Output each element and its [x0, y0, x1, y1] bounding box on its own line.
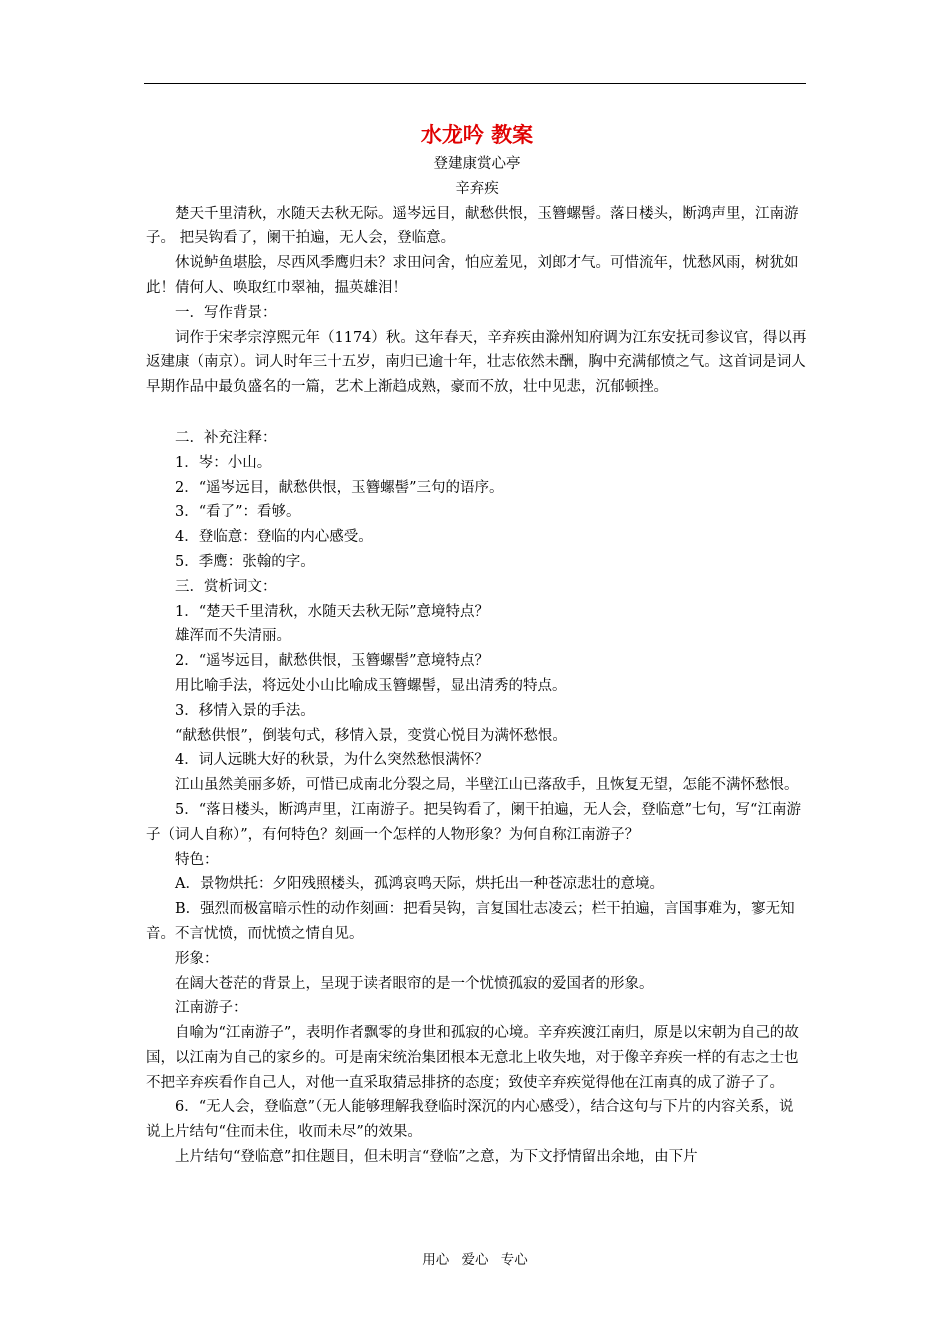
document-body [146, 118, 808, 1170]
section-heading-appreciation: 三．赏析词文： [175, 578, 277, 595]
image-text: 在阔大苍茫的背景上，呈现于读者眼帘的是一个忧愤孤寂的爱国者的形象。 [175, 975, 654, 992]
poem-title: 登建康赏心亭 [433, 156, 521, 172]
poem-stanza-2: 休说鲈鱼堪脍，尽西风季鹰归未？求田问舍，怕应羞见，刘郎才气。可惜流年，忧愁风雨，树犹如此！倩何人、唤取红巾翠袖，揾英雄泪！ [146, 255, 799, 296]
question-6: 6．“无人会，登临意”（无人能够理解我登临时深沉的内心感受），结合这句与下片的内容关系，说说上片结句“住而未住，收而未尽”的效果。 [146, 1099, 794, 1141]
feature-label: 特色： [175, 851, 219, 868]
note-item: 4．登临意：登临的内心感受。 [175, 529, 373, 546]
background-text: 词作于宋孝宗淳熙元年（1174）秋。这年春天，辛弃疾由滁州知府调为江东安抚司参议官，得以再返建康（南京）。词人时年三十五岁，南归已逾十年，壮志依然未酬，胸中充满郁愤之气。这首词是词人早期作品中最负盛名的一篇，艺术上渐趋成熟，豪而不放，壮中见悲，沉郁顿挫。 [146, 329, 807, 396]
image-label: 形象： [175, 950, 219, 967]
feature-a: A．景物烘托：夕阳残照楼头，孤鸿哀鸣天际，烘托出一种苍凉悲壮的意境。 [175, 876, 664, 893]
question-5: 5．“落日楼头，断鸿声里，江南游子。把吴钩看了，阑干拍遍，无人会，登临意”七句，写“江南游子（词人自称）”，有何特色？刻画一个怎样的人物形象？为何自称江南游子？ [146, 801, 801, 843]
youzi-label: 江南游子： [175, 1000, 248, 1017]
header-rule [144, 83, 806, 84]
note-item: 1．岑：小山。 [175, 454, 272, 471]
poem-stanza-1: 楚天千里清秋，水随天去秋无际。遥岑远目，献愁供恨，玉簪螺髻。落日楼头，断鸿声里，江南游子。 把吴钩看了，阑干拍遍，无人会，登临意。 [146, 205, 799, 247]
answer-3: “献愁供恨”，倒装句式，移情入景，变赏心悦目为满怀愁恨。 [175, 727, 567, 744]
question-4: 4．词人远眺大好的秋景，为什么突然愁恨满怀？ [175, 752, 489, 769]
feature-b: B．强烈而极富暗示性的动作刻画：把看吴钩，言复国壮志凌云；栏干拍遍，言国事难为，寥无知音。不言忧愤，而忧愤之情自见。 [146, 901, 795, 942]
note-item: 3．“看了”：看够。 [175, 504, 301, 521]
note-item: 2．“遥岑远目，献愁供恨，玉簪螺髻”三句的语序。 [175, 479, 504, 496]
question-3: 3．移情入景的手法。 [175, 702, 315, 719]
question-1: 1．“楚天千里清秋，水随天去秋无际”意境特点？ [175, 603, 490, 620]
answer-6: 上片结句“登临意”扣住题目，但未明言“登临”之意，为下文抒情留出余地，由下片 [175, 1149, 698, 1166]
section-heading-background: 一．写作背景： [175, 304, 277, 321]
youzi-text: 自喻为“江南游子”，表明作者飘零的身世和孤寂的心境。辛弃疾渡江南归，原是以宋朝为自己的故国，以江南为自己的家乡的。可是南宋统治集团根本无意北上收失地，对于像辛弃疾一样的有志之士也不把辛弃疾看作自己人，对他一直采取猜忌排挤的态度；致使辛弃疾觉得他在江南真的成了游子了。 [146, 1025, 799, 1091]
note-item: 5．季鹰：张翰的字。 [175, 553, 315, 570]
question-2: 2．“遥岑远目，献愁供恨，玉簪螺髻”意境特点？ [175, 653, 490, 670]
doc-title: 水龙吟 教案 [420, 122, 534, 147]
spacer [146, 400, 808, 426]
section-heading-notes: 二．补充注释： [175, 429, 277, 446]
page-footer: 用心 爱心 专心 [422, 1252, 528, 1268]
answer-1: 雄浑而不失清丽。 [175, 628, 291, 645]
answer-2: 用比喻手法，将远处小山比喻成玉簪螺髻，显出清秀的特点。 [175, 677, 567, 694]
answer-4: 江山虽然美丽多娇，可惜已成南北分裂之局，半壁江山已落敌手，且恢复无望，怎能不满怀愁恨。 [175, 777, 799, 794]
poem-author: 辛弃疾 [455, 180, 499, 197]
